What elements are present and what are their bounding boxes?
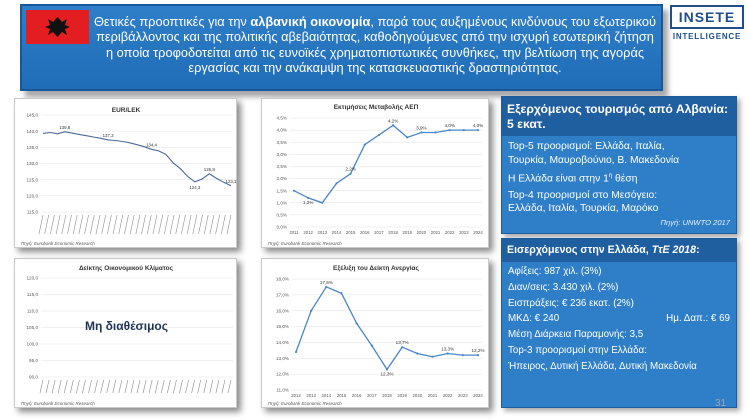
y-tick-label: 135,0	[26, 144, 38, 150]
data-point	[310, 310, 312, 312]
x-tick-mark	[136, 215, 140, 234]
x-tick-mark	[70, 380, 73, 393]
data-point	[420, 131, 422, 133]
data-point	[462, 354, 464, 356]
x-tick-mark	[228, 380, 231, 393]
y-tick-label: 120,0	[26, 275, 38, 281]
chart-source: Πηγή: Eurobank Economic Research	[268, 401, 342, 406]
data-label: 3,9%	[416, 125, 427, 131]
y-tick-label: 1,5%	[276, 188, 287, 194]
data-point	[364, 144, 366, 146]
climate-chart-svg	[15, 259, 238, 409]
y-tick-label: 11,0%	[276, 387, 289, 393]
x-tick-mark	[113, 380, 116, 393]
x-tick-mark	[131, 380, 134, 393]
x-tick-mark	[204, 380, 207, 393]
data-point	[335, 182, 337, 184]
x-tick-label: 2016	[351, 393, 362, 398]
x-tick-mark	[155, 380, 158, 393]
gdp-chart-svg	[262, 99, 490, 249]
x-tick-mark	[73, 215, 77, 234]
greece-rank-line: Η Ελλάδα είναι στην $1^\eta$ θέση	[508, 173, 638, 185]
data-label: 4,2%	[387, 118, 399, 124]
mkd-value: ΜΚΔ: € 240	[508, 313, 560, 325]
data-label: 4,0%	[444, 123, 455, 129]
y-tick-label: 95,0	[29, 358, 38, 364]
x-tick-mark	[179, 380, 182, 393]
y-tick-label: 12,0%	[275, 371, 289, 377]
x-tick-mark	[216, 380, 219, 393]
x-tick-mark	[181, 215, 185, 234]
x-tick-mark	[125, 380, 128, 393]
data-label: 124,3	[189, 184, 201, 190]
y-tick-label: 3,5%	[276, 139, 287, 145]
x-tick-mark	[204, 215, 208, 234]
data-label: 4,0%	[472, 123, 484, 129]
x-tick-mark	[90, 215, 94, 234]
y-tick-label: 130,0	[26, 161, 38, 167]
x-tick-mark	[187, 215, 191, 234]
insete-logo	[670, 5, 744, 53]
x-tick-label: 2014	[321, 393, 332, 398]
x-tick-label: 2015	[345, 230, 356, 235]
y-tick-label: 2,5%	[276, 164, 287, 170]
x-tick-mark	[113, 215, 117, 234]
headline-banner	[20, 4, 663, 91]
x-tick-label: 2017	[374, 230, 384, 235]
x-tick-mark	[119, 215, 123, 234]
top3-list: Ήπειρος, Δυτική Ελλάδα, Δυτική Μακεδονία	[508, 360, 697, 372]
data-point	[321, 202, 323, 204]
chart-source: Πηγή: Eurobank Economic Research	[21, 241, 95, 246]
data-point	[447, 352, 449, 354]
x-tick-mark	[216, 215, 220, 234]
x-tick-mark	[222, 380, 225, 393]
x-tick-label: 2019	[397, 393, 407, 398]
data-label: 2,2%	[345, 166, 356, 172]
x-tick-label: 2024	[473, 230, 483, 235]
data-point	[416, 352, 418, 354]
x-tick-mark	[147, 215, 151, 234]
top3-heading: Top-3 προορισμοί στην Ελλάδα:	[508, 344, 647, 356]
not-available-label: Μη διαθέσιμος	[84, 319, 168, 333]
receipts-line: Εισπράξεις: € 236 εκατ. (2%)	[508, 297, 634, 309]
outbound-top4-line2: Ελλάδα, Ιταλία, Τουρκία, Μαρόκο	[508, 203, 659, 215]
y-tick-label: 4,5%	[276, 115, 287, 121]
albania-flag-icon	[26, 10, 89, 44]
x-tick-label: 2015	[336, 393, 347, 398]
y-tick-label: 17,0%	[275, 292, 289, 298]
y-tick-label: 4,0%	[276, 127, 287, 133]
headline-text: Θετικές προοπτικές για την αλβανική οικονομία, παρά τους αυξημένους κινδύνους του εξωτερικού περιβάλλοντος και της πολιτικής αβεβαιότητας, καθοδηγούμενες από την ισχυρή εσωτερική ζήτηση η οποία τροφοδοτείται από τις ευνοϊκές χρηματοπιστωτικές συνθήκες, την βελτίωση της αγοράς εργασίας και την ανάκαμψη της κατασκευαστικής δραστηριότητας.	[93, 14, 657, 75]
x-tick-mark	[149, 380, 152, 393]
daily-spend-value: Ημ. Δαπ.: € 69	[666, 313, 730, 325]
eurlek-series-line	[43, 132, 231, 186]
outbound-top5-line2: Τουρκία, Μαυροβούνιο, Β. Μακεδονία	[508, 154, 680, 166]
x-tick-mark	[58, 380, 61, 393]
y-tick-label: 14,0%	[275, 340, 289, 346]
data-label: 123,1	[225, 178, 237, 184]
y-tick-label: 15,0%	[275, 324, 289, 330]
y-tick-label: 140,0	[26, 128, 38, 134]
inbound-title: Εισερχόμενος στην Ελλάδα, ΤτΕ 2018:	[502, 239, 736, 262]
data-point	[386, 368, 388, 370]
x-tick-mark	[79, 215, 83, 234]
x-tick-label: 2019	[402, 230, 413, 235]
data-point	[406, 136, 408, 138]
data-point	[401, 346, 403, 348]
chart-title: EUR/LEK	[111, 107, 141, 114]
x-tick-mark	[96, 215, 100, 234]
x-tick-mark	[46, 380, 49, 393]
x-tick-label: 2012	[303, 230, 313, 235]
x-tick-label: 2013	[306, 393, 316, 398]
x-tick-mark	[107, 380, 110, 393]
spend-row	[502, 311, 736, 327]
x-tick-mark	[153, 215, 157, 234]
outbound-tourism-box	[501, 96, 737, 234]
x-tick-mark	[62, 215, 66, 234]
x-tick-mark	[142, 215, 146, 234]
gdp-series-line	[294, 125, 478, 203]
x-tick-label: 2016	[359, 230, 370, 235]
x-tick-label: 2013	[317, 230, 328, 235]
x-tick-mark	[119, 380, 122, 393]
y-tick-label: 120,0	[26, 193, 38, 199]
x-tick-mark	[186, 380, 189, 393]
data-point	[449, 129, 451, 131]
x-tick-mark	[40, 380, 43, 393]
x-tick-label: 2014	[331, 230, 342, 235]
x-tick-mark	[39, 215, 43, 234]
x-tick-mark	[176, 215, 180, 234]
y-tick-label: 0,5%	[276, 212, 287, 218]
y-tick-label: 1,0%	[276, 200, 287, 206]
outbound-top5-line1: Top-5 προορισμοί: Ελλάδα, Ιταλία,	[508, 141, 665, 152]
x-tick-mark	[159, 215, 163, 234]
x-tick-mark	[82, 380, 85, 393]
y-tick-label: 16,0%	[275, 308, 289, 314]
x-tick-mark	[137, 380, 140, 393]
data-point	[293, 190, 295, 192]
x-tick-label: 2021	[430, 230, 441, 235]
x-tick-mark	[101, 380, 104, 393]
x-tick-mark	[95, 380, 98, 393]
x-tick-mark	[221, 215, 225, 234]
chart-source: Πηγή: Eurobank Economic Research	[21, 401, 95, 406]
chart-eurlek	[14, 98, 237, 248]
x-tick-mark	[130, 215, 134, 234]
logo-main-text: INSETE	[670, 5, 744, 29]
x-tick-label: 2020	[416, 230, 427, 235]
outbound-source: Πηγή: UNWTO 2017	[660, 217, 730, 227]
data-point	[340, 292, 342, 294]
unemployment-series-line	[296, 287, 478, 370]
x-tick-label: 2012	[291, 393, 301, 398]
data-label: 13,3%	[441, 346, 455, 352]
data-label: 1,2%	[302, 199, 314, 205]
x-tick-mark	[210, 380, 213, 393]
x-tick-mark	[173, 380, 176, 393]
y-tick-label: 18,0%	[275, 276, 289, 282]
chart-gdp	[261, 98, 489, 248]
chart-title: Εκτιμήσεις Μεταβολής ΑΕΠ	[333, 104, 419, 111]
x-tick-mark	[198, 380, 201, 393]
unemployment-chart-svg	[262, 259, 490, 409]
data-label: 13,7%	[395, 340, 409, 346]
x-tick-mark	[50, 215, 54, 234]
chart-title: Δείκτης Οικονομικού Κλίματος	[79, 265, 173, 272]
y-tick-label: 110,0	[26, 308, 38, 314]
chart-source: Πηγή: Eurobank Economic Research	[268, 241, 342, 246]
y-tick-label: 115,0	[26, 209, 38, 215]
x-tick-mark	[161, 380, 164, 393]
data-label: 139,8	[59, 124, 71, 130]
x-tick-label: 2022	[444, 230, 455, 235]
data-point	[463, 129, 465, 131]
x-tick-mark	[56, 215, 60, 234]
eurlek-chart-svg	[15, 99, 238, 249]
y-tick-label: 0,0%	[276, 224, 287, 230]
x-tick-mark	[102, 215, 106, 234]
data-label: 137,3	[102, 132, 114, 138]
x-tick-label: 2022	[442, 393, 453, 398]
x-tick-label: 2018	[388, 230, 398, 235]
x-tick-mark	[167, 380, 170, 393]
x-tick-mark	[89, 380, 92, 393]
x-tick-mark	[170, 215, 174, 234]
y-tick-label: 115,0	[26, 292, 38, 298]
overnights-line: Διαν/σεις: 3.430 χιλ. (2%)	[508, 281, 619, 293]
x-tick-mark	[199, 215, 203, 234]
y-tick-label: 125,0	[26, 177, 38, 183]
x-tick-mark	[210, 215, 214, 234]
y-tick-label: 145,0	[26, 112, 38, 118]
outbound-title: Εξερχόμενος τουρισμός από Αλβανία: 5 εκατ.	[502, 97, 736, 136]
data-point	[356, 322, 358, 324]
chart-title: Εξέλιξη του Δείκτη Ανεργίας	[333, 265, 419, 272]
x-tick-label: 2020	[412, 393, 423, 398]
x-tick-mark	[52, 380, 55, 393]
page-number: 31	[715, 398, 727, 409]
data-label: 13,2%	[471, 348, 485, 354]
x-tick-mark	[227, 215, 231, 234]
arrivals-line: Αφίξεις: 987 χιλ. (3%)	[508, 266, 602, 277]
y-tick-label: 2,0%	[276, 176, 287, 182]
data-point	[392, 124, 394, 126]
data-point	[325, 286, 327, 288]
x-tick-label: 2017	[367, 393, 377, 398]
x-tick-label: 2021	[427, 393, 438, 398]
headline-bold: αλβανική οικονομία	[250, 14, 371, 29]
x-tick-label: 2023	[458, 393, 468, 398]
x-tick-label: 2018	[382, 393, 392, 398]
y-tick-label: 13,0%	[275, 355, 289, 361]
x-tick-mark	[107, 215, 111, 234]
data-label: 17,5%	[319, 279, 333, 285]
x-tick-mark	[85, 215, 89, 234]
average-stay-line: Μέση Διάρκεια Παραμονής: 3,5	[508, 329, 644, 341]
data-label: 134,4	[145, 142, 157, 148]
x-tick-mark	[67, 215, 71, 234]
data-point	[295, 351, 297, 353]
y-tick-label: 90,0	[29, 374, 38, 380]
data-point	[477, 129, 479, 131]
inbound-greece-box	[501, 238, 737, 408]
data-label: 12,3%	[380, 371, 394, 377]
x-tick-label: 2023	[459, 230, 469, 235]
data-point	[371, 345, 373, 347]
data-point	[477, 354, 479, 356]
x-tick-label: 2011	[289, 230, 299, 235]
y-tick-label: 105,0	[26, 325, 38, 331]
x-tick-label: 2024	[473, 393, 483, 398]
x-tick-mark	[192, 380, 195, 393]
y-tick-label: 100,0	[26, 341, 38, 347]
data-point	[307, 197, 309, 199]
data-label: 126,8	[203, 166, 215, 172]
logo-sub-text: INTELLIGENCE	[672, 32, 742, 41]
data-point	[431, 356, 433, 358]
x-tick-mark	[124, 215, 128, 234]
x-tick-mark	[164, 215, 168, 234]
outbound-top4-line1: Top-4 προορισμοί στο Μεσόγειο:	[508, 189, 658, 201]
x-tick-mark	[45, 215, 49, 234]
x-tick-mark	[193, 215, 197, 234]
chart-economic-climate	[14, 258, 237, 408]
chart-unemployment	[261, 258, 489, 408]
x-tick-mark	[76, 380, 79, 393]
y-tick-label: 3,0%	[276, 151, 287, 157]
data-point	[434, 131, 436, 133]
data-point	[350, 173, 352, 175]
x-tick-mark	[143, 380, 146, 393]
data-point	[378, 134, 380, 136]
x-tick-mark	[64, 380, 67, 393]
